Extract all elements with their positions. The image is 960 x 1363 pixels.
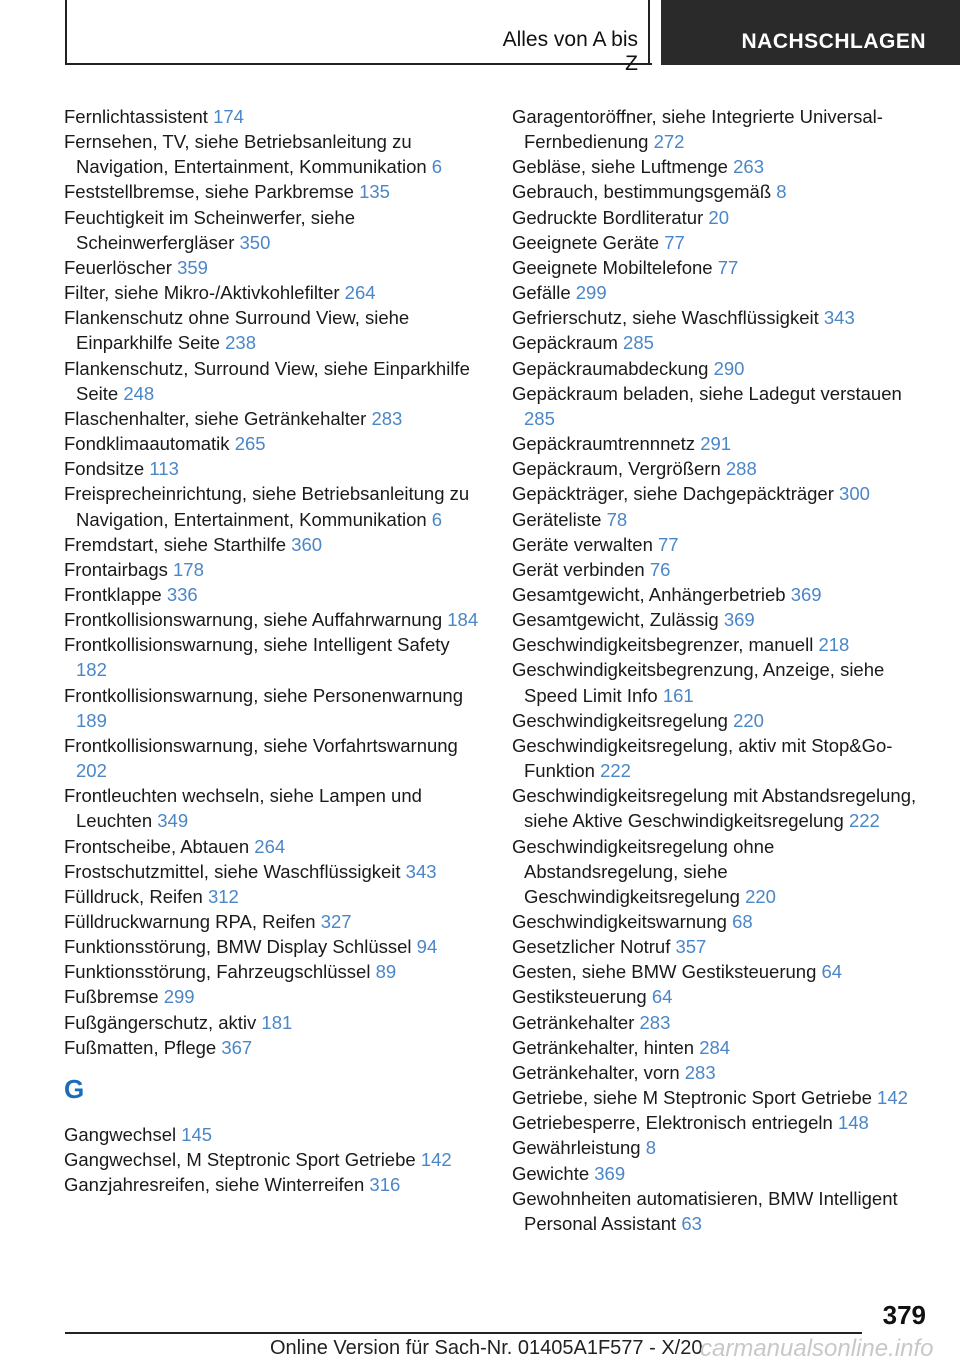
header-section-title: Alles von A bis Z [502,28,638,75]
index-entry [512,356,932,381]
index-entry [512,205,932,230]
index-entry-term: Getriebe, siehe M Steptronic Sport Getriebe [512,1087,878,1109]
index-entry-term: Gewichte [512,1162,595,1184]
index-entry-term: Getränkehalter, vorn [512,1061,685,1083]
index-entry [512,456,932,481]
index-entry-term: Frontkollisionswarnung, siehe Vorfahrtswarnung [64,734,458,756]
index-entry-page-link[interactable]: 94 [416,936,438,958]
index-column-right [512,104,932,1236]
index-entry [512,607,932,632]
index-entry-term: Gesamtgewicht, Zulässig [512,609,724,631]
index-entry-page-link[interactable]: 222 [848,810,880,832]
index-entry [512,280,932,305]
index-entry-term: Gesetzlicher Notruf [512,936,676,958]
index-entry [64,984,484,1009]
index-entry-term: Gefrierschutz, siehe Waschflüssigkeit [512,307,824,329]
index-entry-term: Geschwindigkeitsregelung, aktiv mit Stop&Go-Funktion [512,734,893,782]
index-entry-term: Fußbremse [64,986,164,1008]
index-entry [512,330,932,355]
index-entry-page-link[interactable]: 142 [420,1149,452,1171]
index-entry-page-link[interactable]: 181 [261,1011,293,1033]
index-entry-page-link[interactable]: 369 [790,583,822,605]
index-entry-term: Funktionsstörung, Fahrzeugschlüssel [64,961,376,983]
index-entry [64,305,484,355]
index-entry [512,230,932,255]
index-entry-page-link[interactable]: 336 [166,583,198,605]
index-entry-term: Filter, siehe Mikro-/Aktivkohlefilter [64,282,345,304]
index-entry-term: Flankenschutz, Surround View, siehe Einparkhilfe Seite [64,357,470,404]
index-entry-term: Gedruckte Bordliteratur [512,206,709,228]
index-entry [512,1085,932,1110]
index-entry-term: Gewährleistung [512,1137,646,1159]
header-rule-mid [648,0,650,64]
index-entry [512,934,932,959]
index-entry-page-link[interactable]: 360 [291,533,323,555]
index-entry-term: Gangwechsel, M Steptronic Sport Getriebe [64,1149,421,1171]
index-entry-term: Fülldruck, Reifen [64,885,208,907]
index-entry [512,381,932,431]
index-entry-term: Gebläse, siehe Luftmenge [512,156,734,178]
index-entry-page-link[interactable]: 264 [254,835,286,857]
header-chapter-tab [661,0,960,65]
index-entry-term: Feuchtigkeit im Scheinwerfer, siehe Scheinwerfergläser [64,206,355,253]
index-entry [512,1135,932,1160]
index-entry-term: Ganzjahresreifen, siehe Winterreifen [64,1174,370,1196]
index-entry-page-link[interactable]: 182 [76,659,107,681]
index-entry-page-link[interactable]: 343 [405,860,437,882]
index-entry-term: Geräteliste [512,508,607,530]
index-entry-term: Gerät verbinden [512,558,650,580]
index-entry-term: Geschwindigkeitsbegrenzer, manuell [512,634,819,656]
index-entry [64,1122,484,1147]
index-entry-term: Flaschenhalter, siehe Getränkehalter [64,407,372,429]
index-entry-term: Gesamtgewicht, Anhängerbetrieb [512,583,791,605]
index-entry [64,834,484,859]
index-entry-page-link[interactable]: 8 [776,181,787,203]
index-entry [64,582,484,607]
index-entry [64,456,484,481]
index-entry [512,154,932,179]
index-entry-page-link[interactable]: 145 [181,1123,213,1145]
index-entry-term: Gepäckraum beladen, siehe Ladegut verstauen [512,382,902,404]
index-entry [512,305,932,330]
index-entry-page-link[interactable]: 283 [371,407,403,429]
index-entry [512,708,932,733]
index-entry-page-link[interactable]: 299 [575,282,607,304]
index-entry [512,104,932,154]
index-entry-term: Geschwindigkeitsregelung [512,709,734,731]
index-entry [64,280,484,305]
index-entry-page-link[interactable]: 285 [524,407,555,429]
index-entry [512,959,932,984]
index-entry-term: Feuerlöscher [64,256,178,278]
index-entry-term: Fondsitze [64,458,150,480]
index-entry-term: Geschwindigkeitsregelung mit Abstandsregelung, siehe Aktive Geschwindigkeitsregelung [512,785,917,832]
index-entry [64,481,484,531]
index-entry-term: Fülldruckwarnung RPA, Reifen [64,911,321,932]
index-entry-term: Gesten, siehe BMW Gestiksteuerung [512,961,822,983]
index-entry [64,783,484,833]
index-entry [512,1110,932,1135]
index-entry [512,657,932,707]
index-entry [64,683,484,733]
index-entry-term: Gepäckträger, siehe Dachgepäckträger [512,483,840,505]
index-entry [512,733,932,783]
index-entry [512,1010,932,1035]
index-entry-page-link[interactable]: 218 [818,634,850,656]
index-entry-page-link[interactable]: 68 [732,911,753,932]
index-entry-page-link[interactable]: 189 [76,709,107,731]
index-entry-page-link[interactable]: 77 [664,231,685,253]
index-entry [512,909,932,934]
index-entry-page-link[interactable]: 220 [733,709,764,731]
index-entry-term: Gangwechsel [64,1123,182,1145]
index-entry-term: Getränkehalter [512,1011,640,1033]
index-group-g-continued [512,104,932,1236]
index-entry-page-link[interactable]: 312 [207,885,239,907]
index-entry-page-link[interactable]: 64 [651,986,673,1008]
index-entry-term: Funktionsstörung, BMW Display Schlüssel [64,936,417,958]
index-entry-page-link[interactable]: 202 [76,760,107,782]
index-entry-term: Fußmatten, Pflege [64,1036,222,1058]
index-entry [64,356,484,406]
index-entry-page-link[interactable]: 369 [594,1162,626,1184]
index-entry-page-link[interactable]: 6 [431,156,443,178]
index-entry [512,834,932,909]
index-entry-page-link[interactable]: 316 [369,1174,401,1196]
index-entry-term: Frontleuchten wechseln, siehe Lampen und Leuchten [64,785,422,832]
index-entry-page-link[interactable]: 142 [877,1087,908,1109]
index-entry-page-link[interactable]: 283 [639,1011,671,1033]
index-entry [512,507,932,532]
index-entry-page-link[interactable]: 300 [839,483,870,505]
index-entry-term: Frontscheibe, Abtauen [64,835,255,857]
index-entry-page-link[interactable]: 291 [700,433,732,455]
index-entry-page-link[interactable]: 263 [733,156,764,178]
index-entry-term: Fernsehen, TV, siehe Betriebsanleitung zu Navigation, Entertainment, Kommunikation [64,131,432,178]
index-entry-page-link[interactable]: 184 [447,609,479,631]
index-entry-term: Gefälle [512,282,576,304]
index-entry-page-link[interactable]: 135 [359,181,390,203]
index-entry-page-link[interactable]: 63 [681,1212,702,1234]
index-entry [64,607,484,632]
index-entry-page-link[interactable]: 357 [675,936,707,958]
index-entry [64,406,484,431]
index-entry-page-link[interactable]: 89 [375,961,397,983]
index-entry-page-link[interactable]: 78 [606,508,628,530]
index-entry [64,1147,484,1172]
index-entry [64,1035,484,1060]
header-chapter-label: NACHSCHLAGEN [741,29,926,53]
index-entry-page-link[interactable]: 349 [157,810,189,832]
watermark: carmanualsonline.info [700,1335,934,1362]
index-entry-page-link[interactable]: 6 [431,508,443,530]
index-entry-term: Gepäckraumabdeckung [512,357,714,379]
index-entry-page-link[interactable]: 238 [225,332,256,354]
index-entry-page-link[interactable]: 299 [163,986,195,1008]
index-entry-page-link[interactable]: 343 [823,307,855,329]
index-entry-page-link[interactable]: 77 [717,256,739,278]
index-entry-page-link[interactable]: 248 [123,382,155,404]
index-entry [512,431,932,456]
index-entry-term: Gepäckraumtrennnetz [512,433,701,455]
index-entry-term: Gestiksteuerung [512,986,652,1008]
index-entry-page-link[interactable]: 290 [713,357,745,379]
index-entry-term: Gepäckraum [512,332,624,354]
index-letter-heading: G [64,1073,85,1104]
index-entry-term: Frostschutzmittel, siehe Waschflüssigkeit [64,860,406,882]
index-entry [64,557,484,582]
index-entry-page-link[interactable]: 148 [837,1112,869,1134]
index-entry [64,104,484,129]
index-entry [512,255,932,280]
index-entry-page-link[interactable]: 77 [658,533,679,555]
header-rule-left [65,0,67,64]
index-entry-term: Frontklappe [64,583,167,605]
index-entry-term: Fußgängerschutz, aktiv [64,1011,262,1033]
index-entry [64,205,484,255]
index-entry-term: Geschwindigkeitswarnung [512,911,733,932]
index-entry [64,733,484,783]
index-entry [64,909,484,934]
index-entry-page-link[interactable]: 64 [821,961,843,983]
index-entry [64,255,484,280]
index-entry [512,1060,932,1085]
index-entry [512,532,932,557]
index-entry [64,1010,484,1035]
index-entry [64,959,484,984]
index-column-left [64,104,484,1197]
index-entry [512,984,932,1009]
index-entry [512,632,932,657]
index-entry-page-link[interactable]: 369 [723,609,755,631]
index-entry-page-link[interactable]: 220 [745,885,776,907]
index-entry-term: Geschwindigkeitsbegrenzung, Anzeige, siehe Speed Limit Info [512,659,885,706]
index-entry-term: Gebrauch, bestimmungsgemäß [512,181,777,203]
index-entry-page-link[interactable]: 283 [684,1061,716,1083]
index-entry-term: Feststellbremse, siehe Parkbremse [64,181,360,203]
index-entry-term: Geeignete Mobiltelefone [512,256,718,278]
index-entry-page-link[interactable]: 284 [699,1036,731,1058]
index-entry-term: Frontkollisionswarnung, siehe Intelligent Safety [64,634,450,656]
index-group-f [64,104,484,1060]
index-entry-page-link[interactable]: 178 [173,558,204,580]
index-entry-term: Freisprecheinrichtung, siehe Betriebsanleitung zu Navigation, Entertainment, Kommunikation [64,483,470,530]
index-entry-page-link[interactable]: 359 [177,256,208,278]
index-entry-page-link[interactable]: 113 [149,458,179,480]
index-entry-term: Gewohnheiten automatisieren, BMW Intelligent Personal Assistant [512,1187,898,1234]
index-entry [64,859,484,884]
footer-rule [65,1332,862,1334]
index-entry-term: Geräte verwalten [512,533,659,555]
index-entry-page-link[interactable]: 265 [234,433,266,455]
index-entry-term: Flankenschutz ohne Surround View, siehe Einparkhilfe Seite [64,307,410,354]
index-entry-page-link[interactable]: 8 [645,1137,656,1159]
index-entry-term: Getriebesperre, Elektronisch entriegeln [512,1112,838,1134]
index-entry-page-link[interactable]: 161 [662,684,694,706]
index-entry [64,884,484,909]
index-entry-term: Frontkollisionswarnung, siehe Personenwarnung [64,684,464,706]
index-entry [64,179,484,204]
index-entry-term: Fremdstart, siehe Starthilfe [64,533,292,555]
index-entry-term: Garagentoröffner, siehe Integrierte Universal-Fernbedienung [512,106,883,153]
index-entry-page-link[interactable]: 327 [320,911,352,932]
index-entry-page-link[interactable]: 222 [600,760,631,782]
index-entry [64,1172,484,1197]
index-entry [512,481,932,506]
index-entry-term: Frontairbags [64,558,173,580]
index-entry-term: Gepäckraum, Vergrößern [512,458,726,480]
index-entry-term: Geeignete Geräte [512,231,665,253]
index-entry [64,431,484,456]
index-entry-page-link[interactable]: 264 [344,282,376,304]
index-entry [64,632,484,682]
index-entry [64,129,484,179]
index-entry [64,532,484,557]
index-entry-page-link[interactable]: 174 [213,106,244,127]
index-group-g [64,1122,484,1197]
index-entry-term: Fondklimaautomatik [64,433,235,455]
index-entry-term: Geschwindigkeitsregelung ohne Abstandsregelung, siehe Geschwindigkeitsregelung [512,835,775,907]
index-entry [512,1035,932,1060]
index-entry-term: Frontkollisionswarnung, siehe Auffahrwarnung [64,609,448,631]
index-entry [512,1186,932,1236]
index-entry-page-link[interactable]: 272 [653,131,685,153]
index-entry-page-link[interactable]: 350 [239,231,271,253]
index-entry-page-link[interactable]: 76 [649,558,671,580]
index-entry-page-link[interactable]: 285 [623,332,654,354]
index-entry-page-link[interactable]: 288 [725,458,757,480]
index-entry [64,934,484,959]
index-entry-term: Getränkehalter, hinten [512,1036,700,1058]
index-entry [512,1161,932,1186]
page-number: 379 [882,1300,926,1330]
index-entry [512,179,932,204]
index-entry-page-link[interactable]: 20 [708,206,729,228]
index-entry-page-link[interactable]: 367 [221,1036,253,1058]
index-entry-term: Fernlichtassistent [64,106,214,127]
index-entry [512,582,932,607]
index-entry [512,783,932,833]
footer-text: Online Version für Sach-Nr. 01405A1F577 - X/20 [270,1337,703,1359]
index-entry [512,557,932,582]
